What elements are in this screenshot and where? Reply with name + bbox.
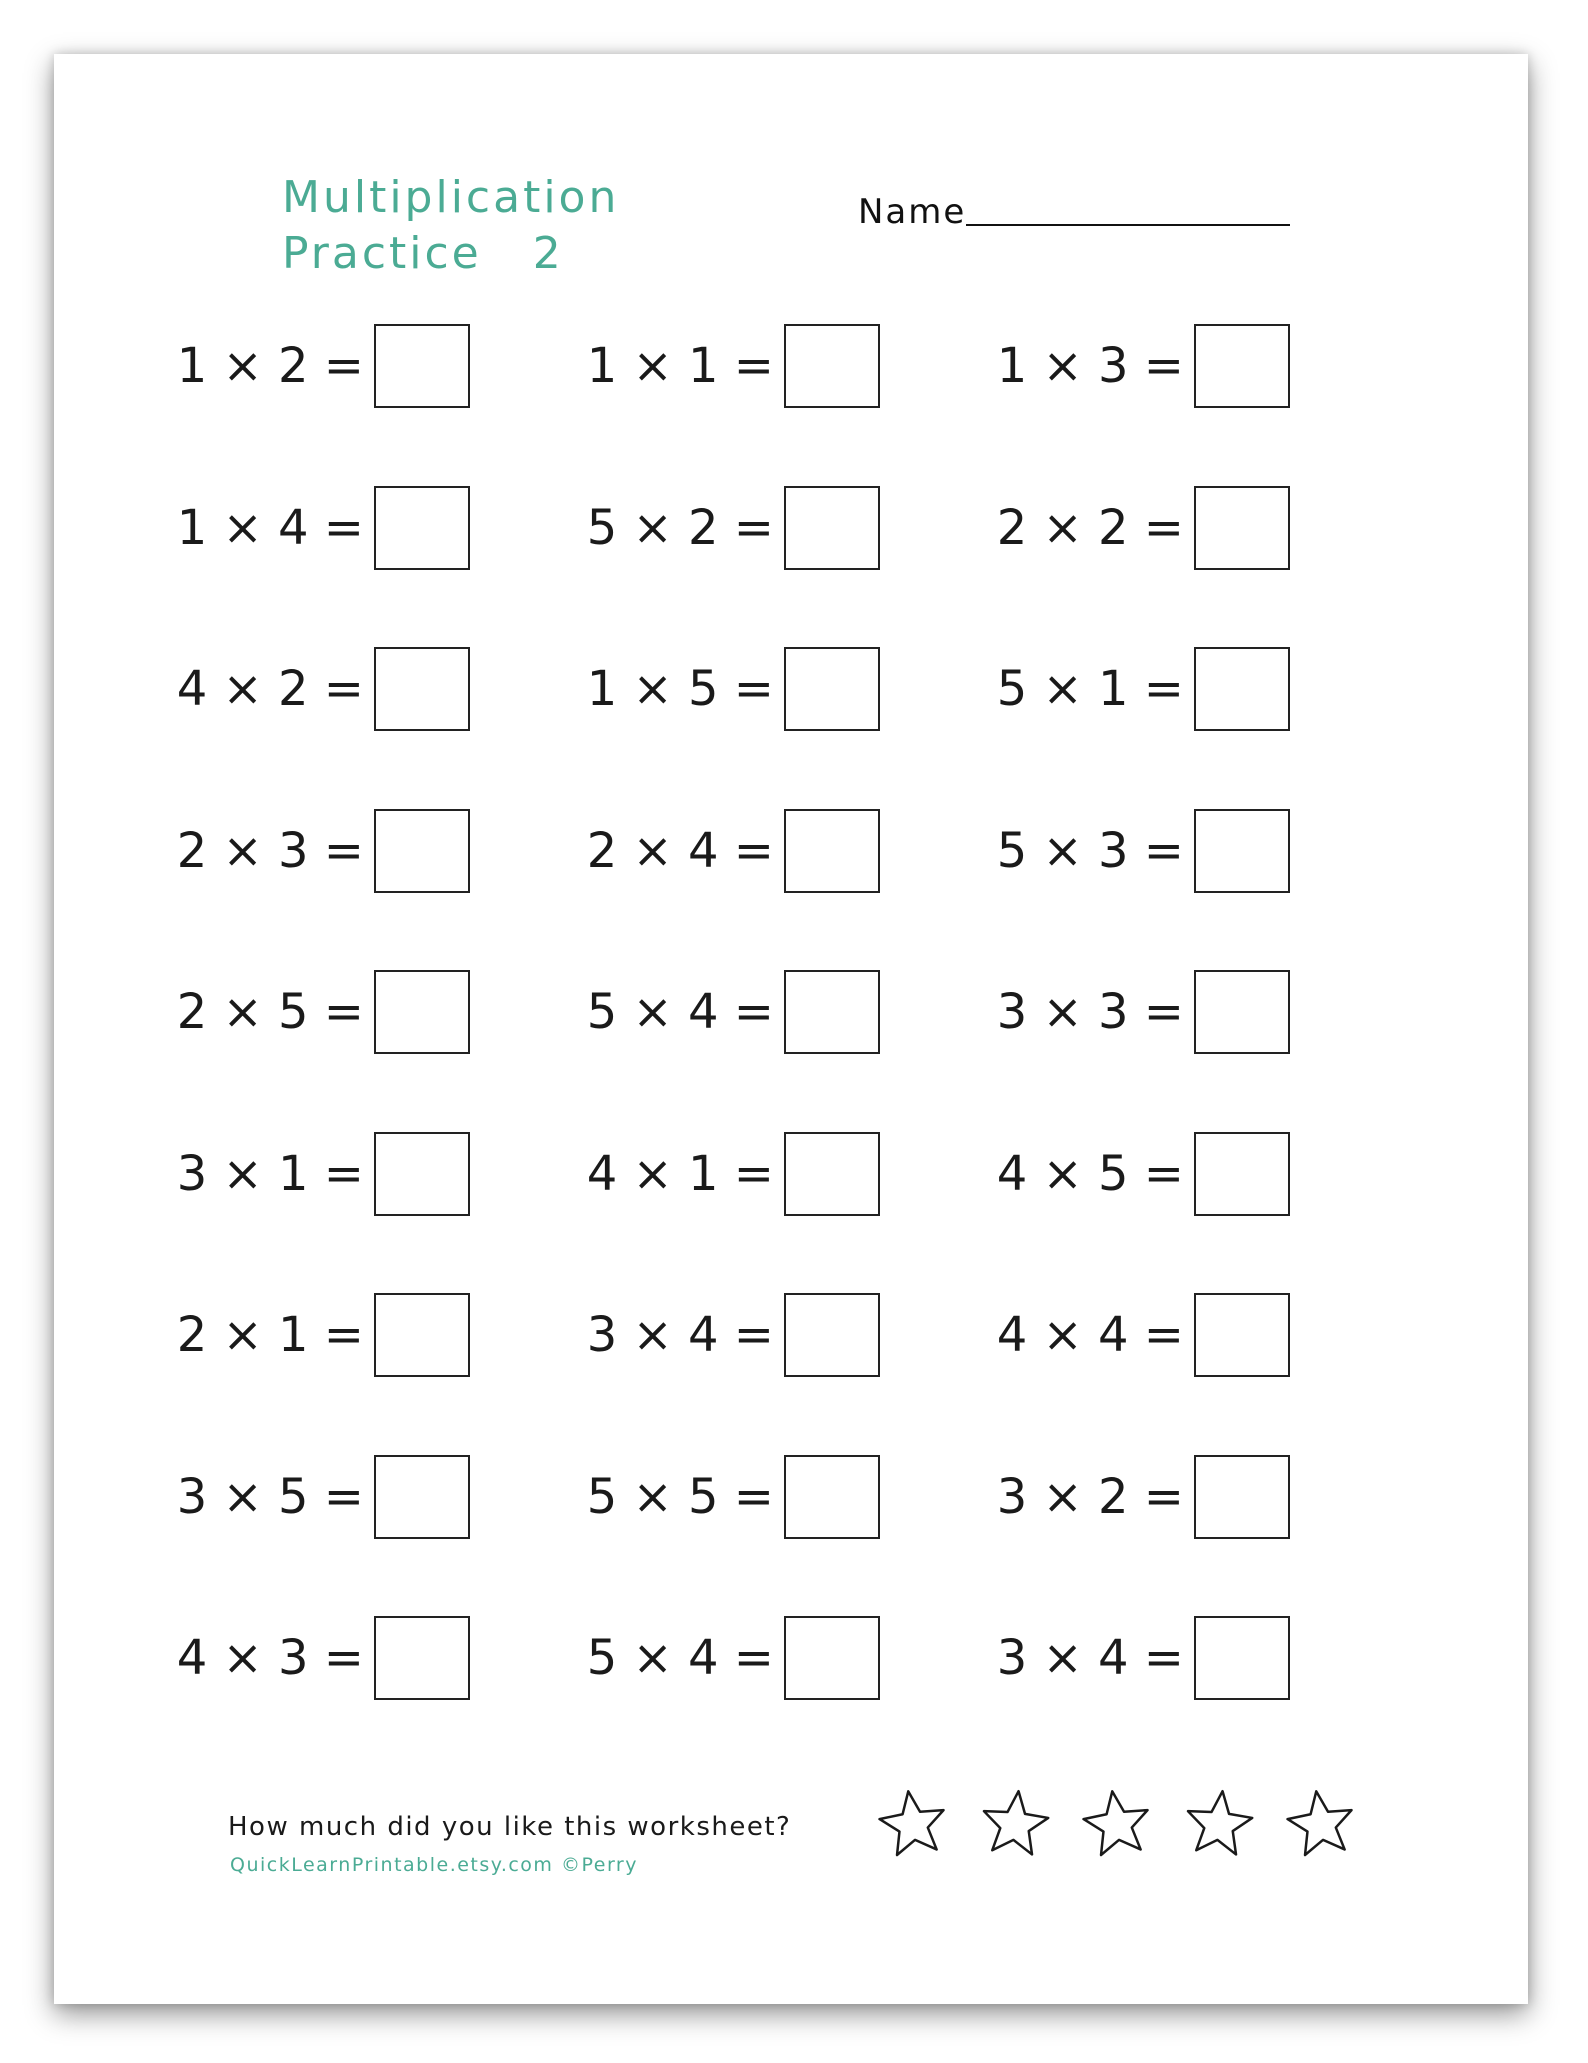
- problem-item: [176, 1616, 586, 1778]
- answer-box[interactable]: [784, 1455, 880, 1539]
- problem-item: [586, 647, 996, 809]
- problem-expression: 2 × 5 =: [176, 984, 364, 1040]
- problem-expression: 5 × 4 =: [586, 984, 774, 1040]
- problem-expression: 4 × 1 =: [586, 1145, 774, 1202]
- problem-expression: 5 × 5 =: [586, 1468, 774, 1525]
- problem-expression: 2 × 1 =: [176, 1307, 364, 1363]
- star-outline-icon[interactable]: [1080, 1786, 1154, 1860]
- problem-expression: 1 × 3 =: [996, 338, 1184, 394]
- problem-grid: [176, 324, 1316, 1778]
- answer-box[interactable]: [1194, 809, 1290, 893]
- problem-expression: 3 × 3 =: [996, 984, 1184, 1040]
- problem-expression: 1 × 2 =: [176, 338, 364, 394]
- problem-item: [996, 1132, 1316, 1294]
- problem-item: [996, 647, 1316, 809]
- credit-text: QuickLearnPrintable.etsy.com ©Perry: [230, 1854, 638, 1876]
- problem-item: [586, 1616, 996, 1778]
- name-label: Name: [858, 192, 967, 232]
- answer-box[interactable]: [374, 1616, 470, 1700]
- answer-box[interactable]: [1194, 970, 1290, 1054]
- problem-expression: 1 × 5 =: [586, 661, 774, 717]
- star-outline-icon[interactable]: [1284, 1786, 1358, 1860]
- problem-expression: 2 × 4 =: [586, 822, 774, 879]
- answer-box[interactable]: [374, 324, 470, 408]
- answer-box[interactable]: [784, 647, 880, 731]
- problem-expression: 4 × 5 =: [996, 1145, 1184, 1202]
- problem-item: [586, 1455, 996, 1617]
- answer-box[interactable]: [1194, 1132, 1290, 1216]
- answer-box[interactable]: [784, 809, 880, 893]
- problem-item: [996, 1293, 1316, 1455]
- answer-box[interactable]: [1194, 1293, 1290, 1377]
- name-field: [858, 192, 1290, 232]
- problem-item: [996, 970, 1316, 1132]
- problem-item: [586, 970, 996, 1132]
- problem-expression: 5 × 3 =: [996, 822, 1184, 879]
- answer-box[interactable]: [374, 970, 470, 1054]
- problem-item: [996, 809, 1316, 971]
- name-blank-line[interactable]: [966, 223, 1290, 226]
- answer-box[interactable]: [784, 1132, 880, 1216]
- answer-box[interactable]: [374, 1293, 470, 1377]
- answer-box[interactable]: [784, 970, 880, 1054]
- problem-expression: 5 × 2 =: [586, 499, 774, 556]
- answer-box[interactable]: [1194, 324, 1290, 408]
- problem-expression: 2 × 2 =: [996, 499, 1184, 556]
- problem-item: [996, 324, 1316, 486]
- problem-expression: 3 × 4 =: [586, 1307, 774, 1363]
- problem-item: [176, 809, 586, 971]
- answer-box[interactable]: [374, 647, 470, 731]
- problem-item: [586, 1293, 996, 1455]
- star-shape: [876, 1787, 949, 1857]
- answer-box[interactable]: [1194, 486, 1290, 570]
- answer-box[interactable]: [784, 1616, 880, 1700]
- problem-expression: 2 × 3 =: [176, 822, 364, 879]
- answer-box[interactable]: [784, 1293, 880, 1377]
- problem-expression: 5 × 1 =: [996, 661, 1184, 717]
- problem-expression: 1 × 4 =: [176, 499, 364, 556]
- problem-expression: 3 × 2 =: [996, 1468, 1184, 1525]
- problem-expression: 4 × 3 =: [176, 1630, 364, 1686]
- answer-box[interactable]: [1194, 1455, 1290, 1539]
- star-outline-icon[interactable]: [1182, 1786, 1256, 1860]
- title-line-1: Multiplication: [282, 172, 620, 223]
- answer-box[interactable]: [784, 324, 880, 408]
- answer-box[interactable]: [784, 486, 880, 570]
- problem-item: [996, 1616, 1316, 1778]
- problem-item: [176, 486, 586, 648]
- answer-box[interactable]: [1194, 647, 1290, 731]
- problem-expression: 3 × 4 =: [996, 1630, 1184, 1686]
- problem-expression: 4 × 4 =: [996, 1307, 1184, 1363]
- problem-item: [176, 970, 586, 1132]
- answer-box[interactable]: [374, 1455, 470, 1539]
- problem-item: [176, 1132, 586, 1294]
- answer-box[interactable]: [374, 486, 470, 570]
- rating-prompt: How much did you like this worksheet?: [228, 1812, 792, 1842]
- problem-expression: 3 × 5 =: [176, 1468, 364, 1525]
- problem-item: [586, 809, 996, 971]
- star-shape: [1080, 1787, 1153, 1857]
- answer-box[interactable]: [374, 1132, 470, 1216]
- problem-item: [586, 1132, 996, 1294]
- star-shape: [980, 1788, 1051, 1856]
- rating-stars: [876, 1786, 1358, 1860]
- problem-item: [176, 1455, 586, 1617]
- problem-item: [176, 324, 586, 486]
- problem-expression: 5 × 4 =: [586, 1630, 774, 1686]
- problem-item: [586, 486, 996, 648]
- problem-item: [176, 1293, 586, 1455]
- problem-item: [996, 486, 1316, 648]
- problem-expression: 4 × 2 =: [176, 661, 364, 717]
- star-shape: [1184, 1788, 1255, 1856]
- page-title: [282, 170, 619, 282]
- problem-item: [176, 647, 586, 809]
- problem-item: [586, 324, 996, 486]
- star-outline-icon[interactable]: [876, 1786, 950, 1860]
- problem-expression: 3 × 1 =: [176, 1145, 364, 1202]
- problem-item: [996, 1455, 1316, 1617]
- problem-expression: 1 × 1 =: [586, 338, 774, 394]
- answer-box[interactable]: [374, 809, 470, 893]
- answer-box[interactable]: [1194, 1616, 1290, 1700]
- star-shape: [1284, 1787, 1357, 1857]
- star-outline-icon[interactable]: [978, 1786, 1052, 1860]
- title-line-2: Practice 2: [282, 228, 564, 279]
